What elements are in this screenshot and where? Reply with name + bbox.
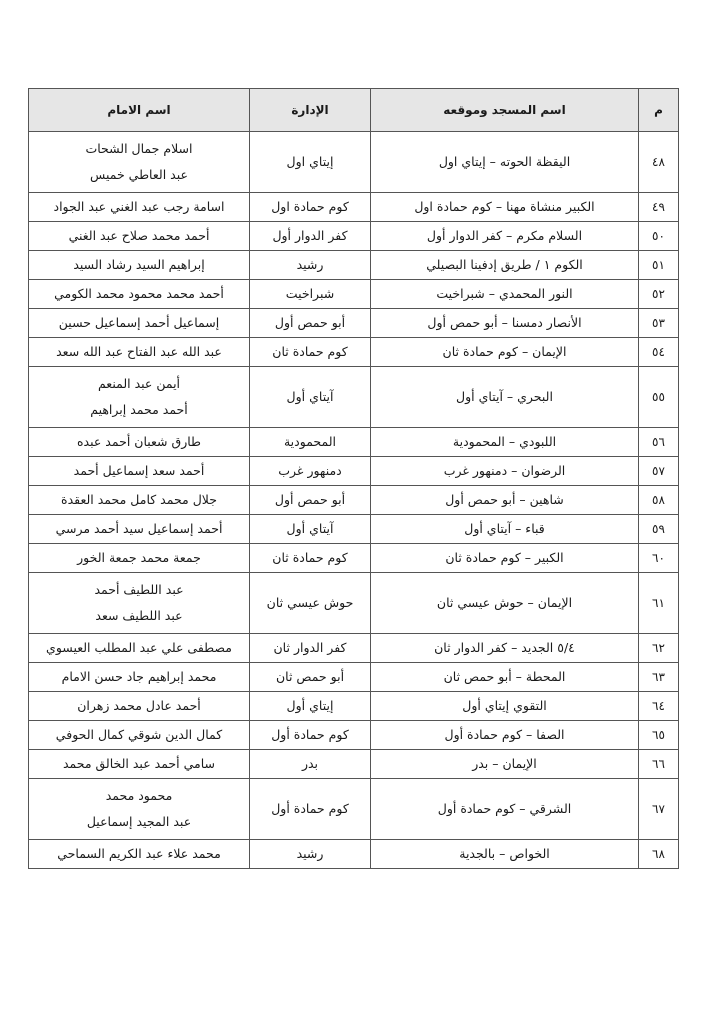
- imam-name-line: أحمد محمد صلاح عبد الغني: [68, 228, 210, 243]
- header-imam: اسم الامام: [29, 89, 250, 132]
- imam-name-cell: [29, 222, 250, 251]
- imam-name-line: عبد العاطي خميس: [90, 167, 188, 182]
- row-number: ٦٦: [639, 750, 679, 779]
- administration-cell: كفر الدوار أول: [250, 222, 371, 251]
- table-row: [29, 251, 679, 280]
- imam-name-line: عبد اللطيف أحمد: [94, 582, 184, 597]
- mosque-name-cell: اللبودي – المحمودية: [371, 428, 639, 457]
- mosque-name-cell: الشرقي – كوم حمادة أول: [371, 779, 639, 840]
- imam-name-line: مصطفى علي عبد المطلب العيسوي: [46, 640, 232, 655]
- imam-name-line: عبد اللطيف سعد: [95, 608, 183, 623]
- table-row: [29, 779, 679, 840]
- administration-cell: كوم حمادة ثان: [250, 544, 371, 573]
- table-row: [29, 663, 679, 692]
- imam-name-line: اسلام جمال الشحات: [85, 141, 193, 156]
- row-number: ٦٢: [639, 634, 679, 663]
- imam-name-line: جلال محمد كامل محمد العقدة: [61, 492, 217, 507]
- administration-cell: دمنهور غرب: [250, 457, 371, 486]
- table-row: [29, 544, 679, 573]
- administration-cell: رشيد: [250, 251, 371, 280]
- imam-name-cell: [29, 457, 250, 486]
- imam-name-line: عبد الله عبد الفتاح عبد الله سعد: [56, 344, 222, 359]
- imam-name-cell: [29, 692, 250, 721]
- imam-name-line: عبد المجيد إسماعيل: [86, 814, 192, 829]
- imam-name-line: أحمد محمد إبراهيم: [90, 402, 188, 417]
- imam-name-cell: [29, 544, 250, 573]
- header-admin: الإدارة: [250, 89, 371, 132]
- table-row: [29, 840, 679, 869]
- mosque-name-cell: اليقظة الحوته – إيتاي اول: [371, 132, 639, 193]
- imam-name-cell: [29, 779, 250, 840]
- imam-name-cell: [29, 280, 250, 309]
- administration-cell: كوم حمادة أول: [250, 779, 371, 840]
- mosque-name-cell: الرضوان – دمنهور غرب: [371, 457, 639, 486]
- imam-name-line: أحمد إسماعيل سيد أحمد مرسي: [55, 521, 223, 536]
- row-number: ٥٣: [639, 309, 679, 338]
- imam-name-cell: [29, 367, 250, 428]
- row-number: ٥٩: [639, 515, 679, 544]
- mosque-imam-table-sheet: [28, 88, 678, 869]
- mosque-name-cell: شاهين – أبو حمص أول: [371, 486, 639, 515]
- administration-cell: كوم حمادة أول: [250, 721, 371, 750]
- mosque-name-cell: قباء – آيتاي أول: [371, 515, 639, 544]
- header-mosque: اسم المسجد وموقعه: [371, 89, 639, 132]
- imam-name-cell: [29, 515, 250, 544]
- administration-cell: آيتاي أول: [250, 515, 371, 544]
- table-header-row: [29, 89, 679, 132]
- table-row: [29, 750, 679, 779]
- table-row: [29, 222, 679, 251]
- administration-cell: رشيد: [250, 840, 371, 869]
- imam-name-line: إبراهيم السيد رشاد السيد: [73, 257, 205, 272]
- row-number: ٥٦: [639, 428, 679, 457]
- imam-name-line: اسامة رجب عبد الغني عبد الجواد: [53, 199, 225, 214]
- mosque-name-cell: الكبير – كوم حمادة ثان: [371, 544, 639, 573]
- imam-name-line: أحمد سعد إسماعيل أحمد: [73, 463, 205, 478]
- imam-name-cell: [29, 721, 250, 750]
- imam-name-line: أحمد محمد محمود محمد الكومي: [54, 286, 224, 301]
- mosque-name-cell: الإيمان – حوش عيسي ثان: [371, 573, 639, 634]
- row-number: ٥٨: [639, 486, 679, 515]
- table-row: [29, 457, 679, 486]
- table-row: [29, 338, 679, 367]
- imam-name-cell: [29, 634, 250, 663]
- row-number: ٥١: [639, 251, 679, 280]
- table-body: [29, 132, 679, 869]
- row-number: ٦٠: [639, 544, 679, 573]
- administration-cell: إيتاي أول: [250, 692, 371, 721]
- mosque-name-cell: التقوي إيتاي أول: [371, 692, 639, 721]
- mosque-name-cell: المحطة – أبو حمص ثان: [371, 663, 639, 692]
- row-number: ٥٧: [639, 457, 679, 486]
- mosque-name-cell: السلام مكرم – كفر الدوار أول: [371, 222, 639, 251]
- imam-name-cell: [29, 486, 250, 515]
- imam-name-cell: [29, 251, 250, 280]
- row-number: ٤٩: [639, 193, 679, 222]
- mosque-name-cell: البحري – آيتاي أول: [371, 367, 639, 428]
- mosque-name-cell: الإيمان – بدر: [371, 750, 639, 779]
- table-row: [29, 721, 679, 750]
- row-number: ٦٤: [639, 692, 679, 721]
- table-row: [29, 486, 679, 515]
- row-number: ٦٥: [639, 721, 679, 750]
- header-num: م: [639, 89, 679, 132]
- mosque-name-cell: الكوم ١ / طريق إدفينا البصيلي: [371, 251, 639, 280]
- row-number: ٥٠: [639, 222, 679, 251]
- administration-cell: إيتاي اول: [250, 132, 371, 193]
- mosque-name-cell: ٥/٤ الجديد – كفر الدوار ثان: [371, 634, 639, 663]
- administration-cell: أبو حمص ثان: [250, 663, 371, 692]
- table-row: [29, 634, 679, 663]
- table-row: [29, 692, 679, 721]
- mosque-name-cell: الأنصار دمسنا – أبو حمص أول: [371, 309, 639, 338]
- row-number: ٥٥: [639, 367, 679, 428]
- imam-name-line: جمعة محمد جمعة الخور: [77, 550, 201, 565]
- table-row: [29, 515, 679, 544]
- administration-cell: آيتاي أول: [250, 367, 371, 428]
- row-number: ٦١: [639, 573, 679, 634]
- mosque-name-cell: الإيمان – كوم حمادة ثان: [371, 338, 639, 367]
- administration-cell: أبو حمص أول: [250, 309, 371, 338]
- table-row: [29, 367, 679, 428]
- imam-name-line: كمال الدين شوقي كمال الحوفي: [55, 727, 223, 742]
- table-row: [29, 280, 679, 309]
- imam-name-cell: [29, 338, 250, 367]
- mosque-name-cell: الخواص – بالجدية: [371, 840, 639, 869]
- administration-cell: بدر: [250, 750, 371, 779]
- table-row: [29, 193, 679, 222]
- imam-name-cell: [29, 663, 250, 692]
- imam-name-line: محمد علاء عبد الكريم السماحي: [57, 846, 221, 861]
- imam-name-line: أحمد عادل محمد زهران: [77, 698, 201, 713]
- table-row: [29, 132, 679, 193]
- administration-cell: المحمودية: [250, 428, 371, 457]
- administration-cell: شبراخيت: [250, 280, 371, 309]
- row-number: ٦٧: [639, 779, 679, 840]
- imam-name-line: سامي أحمد عبد الخالق محمد: [62, 756, 215, 771]
- imam-name-cell: [29, 193, 250, 222]
- administration-cell: أبو حمص أول: [250, 486, 371, 515]
- administration-cell: كفر الدوار ثان: [250, 634, 371, 663]
- imam-name-cell: [29, 309, 250, 338]
- imam-name-cell: [29, 573, 250, 634]
- mosque-name-cell: النور المحمدي – شبراخيت: [371, 280, 639, 309]
- imam-name-line: محمد إبراهيم جاد حسن الامام: [61, 669, 217, 684]
- imam-name-cell: [29, 132, 250, 193]
- table-row: [29, 428, 679, 457]
- administration-cell: كوم حمادة ثان: [250, 338, 371, 367]
- row-number: ٥٢: [639, 280, 679, 309]
- mosque-name-cell: الصفا – كوم حمادة أول: [371, 721, 639, 750]
- table-row: [29, 309, 679, 338]
- imam-name-cell: [29, 840, 250, 869]
- row-number: ٥٤: [639, 338, 679, 367]
- imam-name-line: أيمن عبد المنعم: [97, 376, 181, 391]
- administration-cell: حوش عيسي ثان: [250, 573, 371, 634]
- mosque-imam-table: [28, 88, 679, 869]
- row-number: ٦٣: [639, 663, 679, 692]
- mosque-name-cell: الكبير منشاة مهنا – كوم حمادة اول: [371, 193, 639, 222]
- administration-cell: كوم حمادة اول: [250, 193, 371, 222]
- row-number: ٦٨: [639, 840, 679, 869]
- imam-name-line: محمود محمد: [105, 788, 173, 803]
- imam-name-cell: [29, 428, 250, 457]
- table-row: [29, 573, 679, 634]
- imam-name-line: طارق شعبان أحمد عبده: [76, 434, 201, 449]
- imam-name-cell: [29, 750, 250, 779]
- imam-name-line: إسماعيل أحمد إسماعيل حسين: [58, 315, 220, 330]
- row-number: ٤٨: [639, 132, 679, 193]
